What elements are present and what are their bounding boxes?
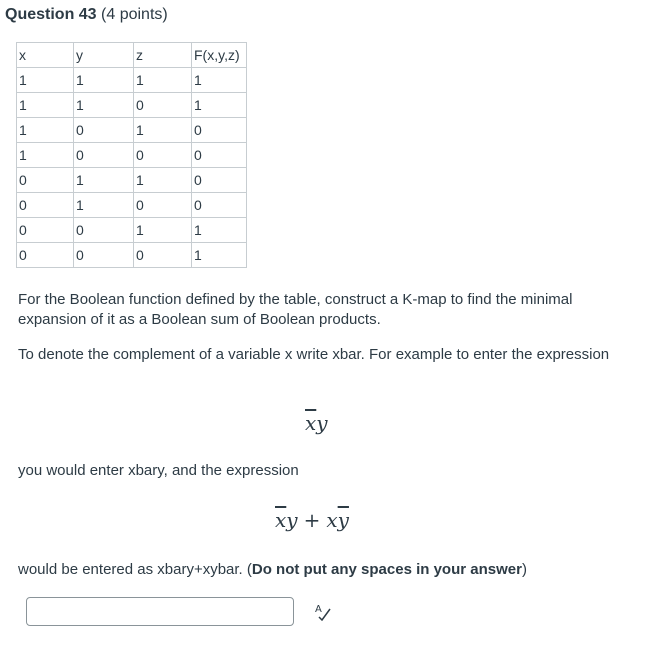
math-var-xbar: $\overline{x}$ bbox=[305, 411, 317, 435]
cell-f: 1 bbox=[192, 218, 247, 243]
question-header bbox=[5, 5, 168, 25]
cell-x: 0 bbox=[17, 168, 74, 193]
example-expression-2 bbox=[275, 508, 349, 532]
example-expression-1 bbox=[305, 411, 328, 435]
math-var-xbar: $\overline{x}$ bbox=[275, 508, 287, 532]
cell-y: 0 bbox=[74, 143, 134, 168]
cell-z: 0 bbox=[134, 193, 192, 218]
math-var-x: x bbox=[326, 508, 338, 532]
cell-z: 0 bbox=[134, 243, 192, 268]
spellcheck-icon[interactable] bbox=[314, 601, 332, 621]
cell-z: 1 bbox=[134, 118, 192, 143]
cell-f: 1 bbox=[192, 93, 247, 118]
table-row bbox=[17, 243, 247, 268]
format-text: would be entered as xbary+xybar. ( bbox=[18, 561, 252, 578]
table-row bbox=[17, 168, 247, 193]
cell-x: 0 bbox=[17, 243, 74, 268]
cell-x: 0 bbox=[17, 193, 74, 218]
instruction-paragraph-kmap: For the Boolean function defined by the table, construct a K-map to find the minimal expansion of it as a Boolean sum of Boolean products. bbox=[18, 291, 573, 328]
cell-x: 1 bbox=[17, 68, 74, 93]
math-var-y: y bbox=[286, 508, 298, 532]
table-row bbox=[17, 118, 247, 143]
cell-x: 1 bbox=[17, 93, 74, 118]
col-header-x: x bbox=[17, 43, 74, 68]
col-header-y: y bbox=[74, 43, 134, 68]
truth-table bbox=[16, 42, 247, 268]
col-header-z: z bbox=[134, 43, 192, 68]
cell-f: 0 bbox=[192, 143, 247, 168]
cell-z: 1 bbox=[134, 168, 192, 193]
cell-y: 1 bbox=[74, 93, 134, 118]
cell-f: 0 bbox=[192, 193, 247, 218]
format-text-end: ) bbox=[521, 561, 527, 578]
cell-x: 0 bbox=[17, 218, 74, 243]
cell-f: 1 bbox=[192, 68, 247, 93]
cell-f: 0 bbox=[192, 168, 247, 193]
question-points: (4 points) bbox=[101, 6, 168, 23]
instruction-paragraph-xbar: To denote the complement of a variable x write xbar. For example to enter the expression bbox=[18, 346, 610, 363]
cell-f: 1 bbox=[192, 243, 247, 268]
cell-y: 1 bbox=[74, 68, 134, 93]
instruction-paragraph-format bbox=[18, 560, 638, 580]
cell-y: 0 bbox=[74, 243, 134, 268]
cell-x: 1 bbox=[17, 118, 74, 143]
cell-y: 1 bbox=[74, 193, 134, 218]
cell-z: 1 bbox=[134, 68, 192, 93]
cell-y: 0 bbox=[74, 118, 134, 143]
cell-y: 0 bbox=[74, 218, 134, 243]
math-var-y: y bbox=[316, 411, 328, 435]
table-row bbox=[17, 68, 247, 93]
instruction-paragraph-example: you would enter xbary, and the expression bbox=[18, 462, 299, 479]
table-row bbox=[17, 93, 247, 118]
no-spaces-warning: Do not put any spaces in your answer bbox=[251, 561, 522, 578]
cell-z: 0 bbox=[134, 93, 192, 118]
cell-z: 0 bbox=[134, 143, 192, 168]
cell-f: 0 bbox=[192, 118, 247, 143]
math-plus: + bbox=[303, 508, 321, 532]
cell-x: 1 bbox=[17, 143, 74, 168]
answer-input[interactable] bbox=[26, 597, 294, 626]
table-row bbox=[17, 218, 247, 243]
question-title: Question 43 bbox=[5, 6, 97, 23]
math-var-ybar: $\overline{y}$ bbox=[337, 508, 349, 532]
table-row bbox=[17, 193, 247, 218]
col-header-f: F(x,y,z) bbox=[192, 43, 247, 68]
svg-text:A: A bbox=[315, 604, 322, 615]
table-header-row bbox=[17, 43, 247, 68]
table-row bbox=[17, 143, 247, 168]
cell-z: 1 bbox=[134, 218, 192, 243]
cell-y: 1 bbox=[74, 168, 134, 193]
